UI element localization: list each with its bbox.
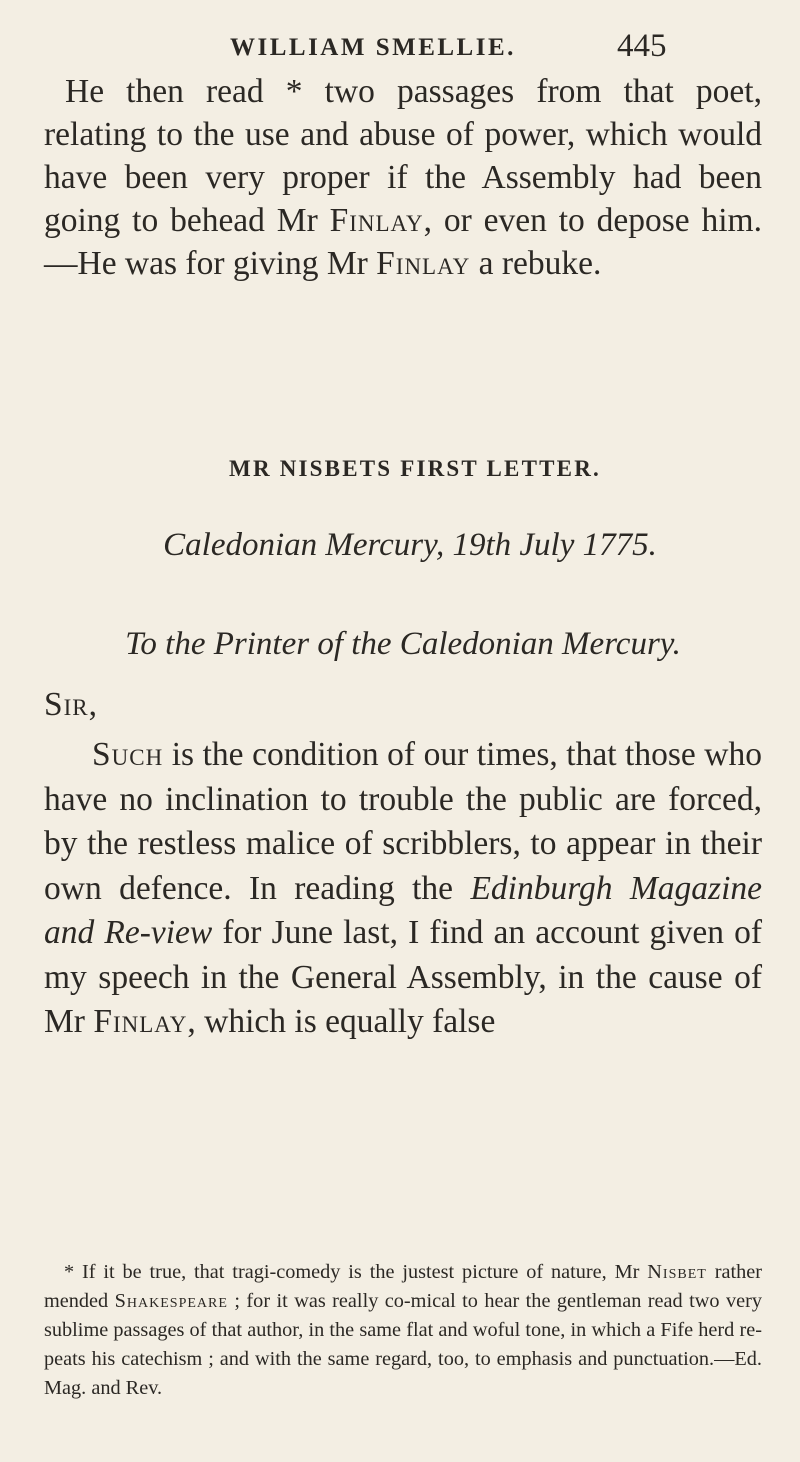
name-nisbet: Nisbet bbox=[647, 1261, 707, 1283]
running-title: WILLIAM SMELLIE. bbox=[230, 34, 516, 61]
name-shakespeare: Shakespeare bbox=[114, 1290, 228, 1312]
paragraph-1-text-b: , or even to depose him.—He was for giving Mr bbox=[44, 202, 762, 282]
paragraph-2-text-c: , which is equally false bbox=[187, 1003, 496, 1040]
letter-heading: MR NISBETS FIRST LETTER. bbox=[229, 456, 601, 481]
paragraph-1-text-a: He then read * two passages from that poet, relating to the use and abuse of power, which would have been very proper if the Assembly had been going to behead Mr bbox=[44, 73, 762, 239]
dateline-date: , 19th July 1775. bbox=[435, 527, 657, 563]
footnote-text-b: rather mended bbox=[44, 1261, 762, 1312]
name-finlay: Finlay bbox=[376, 245, 471, 282]
magazine-title: Edinburgh Magazine and Re-view bbox=[44, 869, 763, 951]
footnote-text-c: ; for it was really co-mical to hear the gentleman read two very sublime passages of that author, in the same flat and woful tone, in which a Fife herd re-peats his catechism ; and with the same regard, too, to emphasis and punctuation.—Ed. Mag. and Rev. bbox=[44, 1290, 762, 1399]
letter-address: To the Printer of the Caledonian Mercury. bbox=[125, 626, 681, 662]
page-number: 445 bbox=[617, 28, 667, 64]
name-finlay: Finlay bbox=[93, 1003, 188, 1040]
paragraph-2-lead: Such bbox=[92, 736, 164, 773]
footnote-text-a: * If it be true, that tragi-comedy is the justest picture of nature, Mr bbox=[64, 1261, 648, 1283]
dateline bbox=[0, 527, 800, 564]
dateline-newspaper: Caledonian Mercury bbox=[163, 527, 436, 563]
footnote bbox=[44, 1258, 762, 1403]
name-finlay: Finlay bbox=[329, 202, 424, 239]
paragraph-1-text-c: a rebuke. bbox=[470, 245, 602, 282]
paragraph-2-text-a: is the condition of our times, that those who have no inclination to trouble the public are forced, by the restless malice of scribblers, to appear in their own defence. In reading the bbox=[44, 736, 762, 907]
salutation: Sir, bbox=[44, 686, 99, 723]
paragraph-2-text-b: for June last, I find an account given of my speech in the General Assembly, in the cause of Mr bbox=[44, 914, 762, 1040]
paragraph-2 bbox=[44, 733, 762, 1045]
paragraph-1 bbox=[44, 70, 762, 285]
